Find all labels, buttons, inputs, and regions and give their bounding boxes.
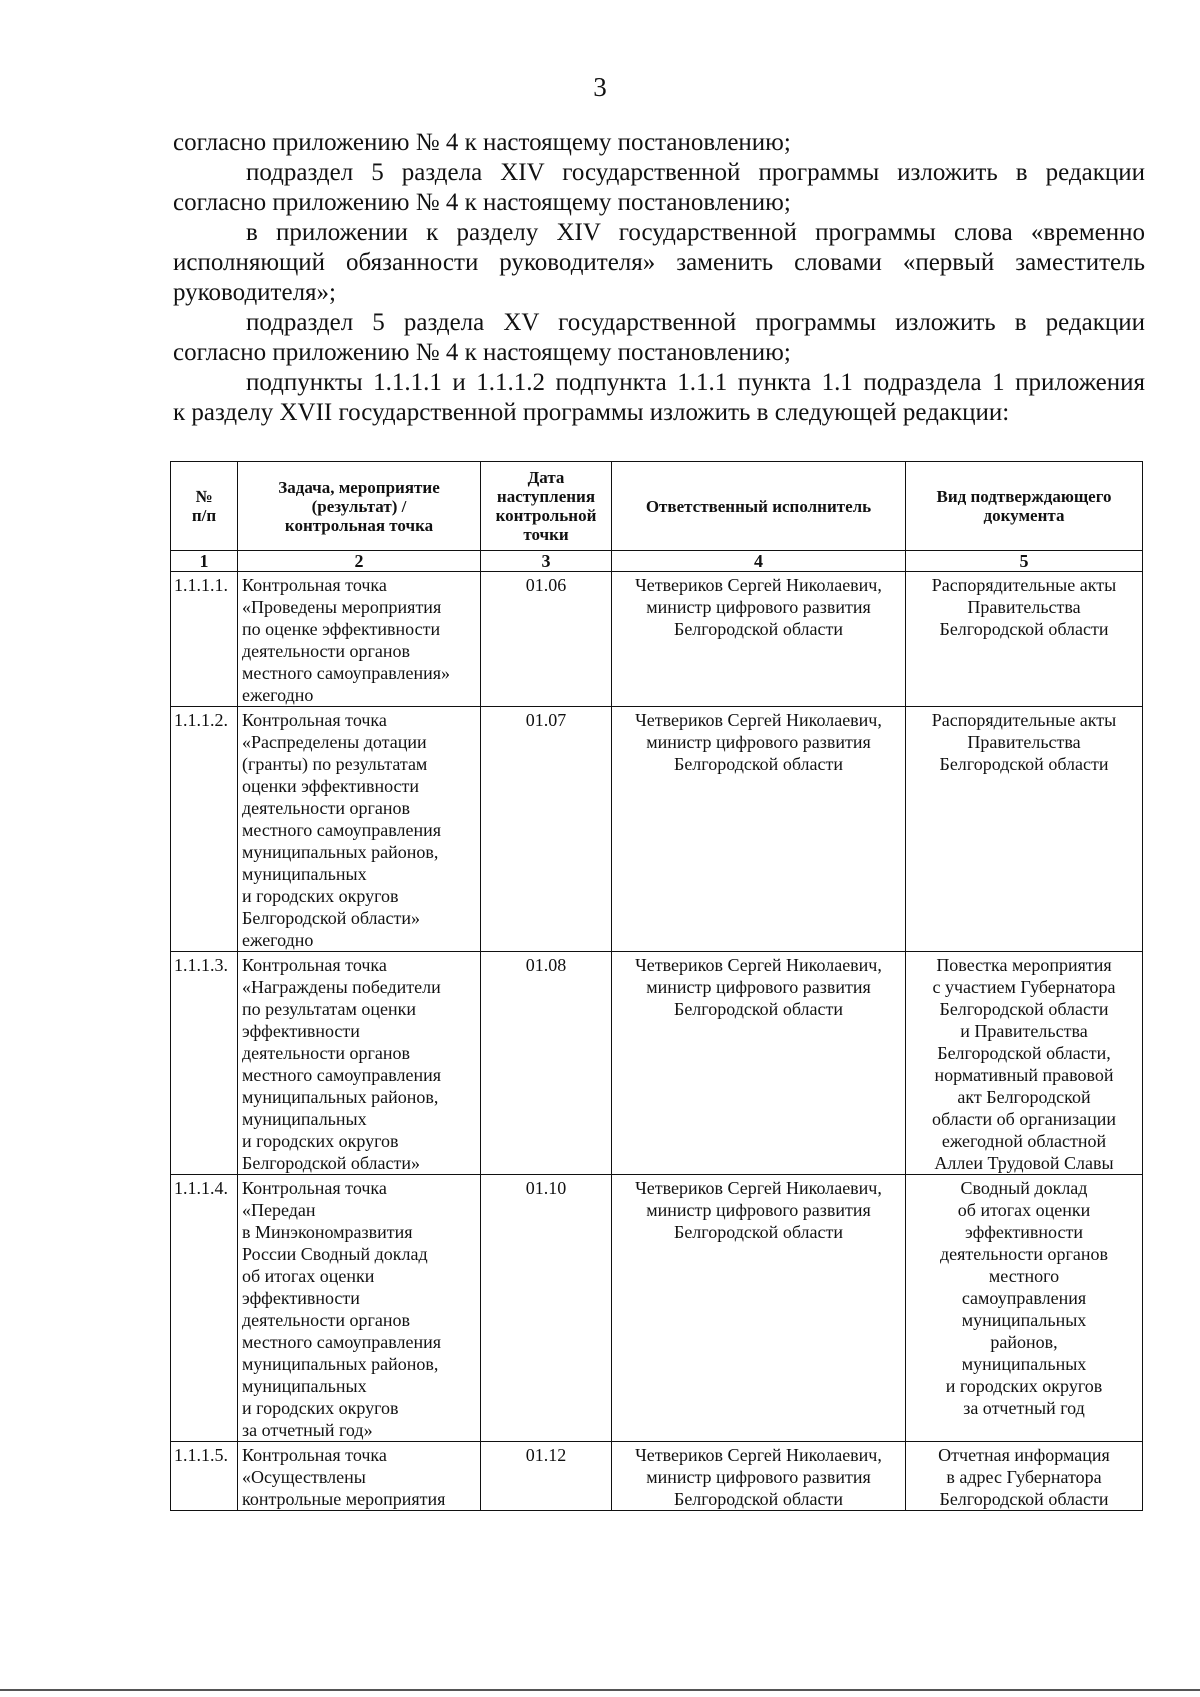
document-line: Белгородской области [939,754,1109,774]
task-line: «Распределены дотации [242,732,427,752]
paragraph-3 [173,218,1145,308]
header-task [238,462,481,551]
header-number [171,462,238,551]
paragraph-line: руководителя»; [173,279,337,306]
header-task-line: (результат) / [311,496,407,516]
document-line: районов, [990,1332,1058,1352]
header-executor [612,462,906,551]
document-line: об итогах оценки [957,1200,1091,1220]
task-line: «Осуществлены [242,1467,366,1487]
task-line: муниципальных районов, [242,1354,439,1374]
paragraph-2 [173,158,1145,218]
paragraph-1 [173,128,1145,158]
paragraph-5 [173,368,1145,428]
row-task [238,1442,481,1511]
row-executor [612,952,906,1175]
executor-line: Четвериков Сергей Николаевич, [635,1178,882,1198]
row-number: 1.1.1.3. [171,952,238,1175]
task-line: Контрольная точка [242,1445,387,1465]
task-line: России Сводный доклад [242,1244,428,1264]
executor-line: министр цифрового развития [646,732,871,752]
task-line: в Минэкономразвития [242,1222,413,1242]
executor-line: министр цифрового развития [646,1467,871,1487]
document-line: за отчетный год [963,1398,1085,1418]
row-date: 01.07 [481,707,612,952]
task-line: Контрольная точка [242,1178,387,1198]
column-number: 4 [612,551,906,572]
header-date-line: наступления [496,487,596,506]
row-task [238,572,481,707]
header-executor-line: Ответственный исполнитель [645,496,872,516]
row-document [906,1442,1143,1511]
task-line: местного самоуправления [242,820,442,840]
task-line: и городских округов [242,886,399,906]
table-row [171,1442,1143,1511]
task-line: за отчетный год» [242,1420,373,1440]
executor-line: министр цифрового развития [646,977,871,997]
task-line: муниципальных районов, [242,842,439,862]
table-row [171,1175,1143,1442]
task-line: «Передан [242,1200,316,1220]
header-date [481,462,612,551]
task-line: Контрольная точка [242,710,387,730]
paragraph-line: в приложении к разделу XIV государственной программы слова «временно [246,219,1145,246]
document-line: Аллеи Трудовой Славы [934,1153,1114,1173]
executor-line: Четвериков Сергей Николаевич, [635,955,882,975]
document-line: эффективности [965,1222,1083,1242]
control-points-table [170,461,1143,1511]
task-line: деятельности органов [242,1310,411,1330]
task-line: и городских округов [242,1398,399,1418]
task-line: местного самоуправления» [242,663,451,683]
header-date-line: контрольной [495,506,597,525]
page-number: 3 [593,72,607,102]
executor-line: Четвериков Сергей Николаевич, [635,575,882,595]
header-task-line: контрольная точка [284,515,434,535]
document-line: муниципальных [961,1354,1087,1374]
row-number: 1.1.1.1. [171,572,238,707]
document-line: самоуправления [961,1288,1087,1308]
row-date: 01.12 [481,1442,612,1511]
row-document [906,707,1143,952]
row-document [906,572,1143,707]
document-line: ежегодной областной [941,1131,1107,1151]
column-number: 3 [481,551,612,572]
document-line: Повестка мероприятия [936,955,1112,975]
document-line: в адрес Губернатора [946,1467,1102,1487]
document-line: Белгородской области [939,999,1109,1019]
task-line: деятельности органов [242,1043,411,1063]
executor-line: Белгородской области [673,999,843,1019]
task-line: по оценке эффективности [242,619,441,639]
page-bottom-edge [0,1689,1200,1691]
task-line: Контрольная точка [242,575,387,595]
row-executor [612,707,906,952]
header-document-line: документа [983,506,1065,525]
executor-line: Белгородской области [673,1222,843,1242]
task-line: ежегодно [242,930,314,950]
paragraph-line: подраздел 5 раздела XIV государственной программы изложить в редакции [246,159,1145,186]
document-line: Белгородской области, [937,1043,1111,1063]
row-document [906,952,1143,1175]
task-line: деятельности органов [242,798,411,818]
task-line: «Награждены победители [242,977,441,997]
row-task [238,707,481,952]
document-line: Правительства [967,597,1081,617]
row-number: 1.1.1.5. [171,1442,238,1511]
table-row [171,572,1143,707]
row-executor [612,1175,906,1442]
paragraph-line: согласно приложению № 4 к настоящему постановлению; [173,189,791,216]
paragraph-line: подраздел 5 раздела XV государственной программы изложить в редакции [246,309,1145,336]
header-document [906,462,1143,551]
row-number: 1.1.1.4. [171,1175,238,1442]
task-line: муниципальных районов, [242,1087,439,1107]
document-line: с участием Губернатора [932,977,1116,997]
header-document-line: Вид подтверждающего [936,487,1112,506]
paragraph-line: согласно приложению № 4 к настоящему постановлению; [173,129,791,156]
executor-line: Белгородской области [673,754,843,774]
row-date: 01.06 [481,572,612,707]
document-line: и городских округов [945,1376,1103,1396]
document-line: Белгородской области [939,1489,1109,1509]
task-line: местного самоуправления [242,1065,442,1085]
document-line: Белгородской области [939,619,1109,639]
document-line: и Правительства [960,1021,1088,1041]
paragraph-line: подпункты 1.1.1.1 и 1.1.1.2 подпункта 1.1.1 пункта 1.1 подраздела 1 приложения [246,369,1145,396]
task-line: «Проведены мероприятия [242,597,442,617]
document-line: Распорядительные акты [931,710,1117,730]
header-task-line: Задача, мероприятие [278,477,440,497]
task-line: эффективности [242,1021,360,1041]
column-number: 2 [238,551,481,572]
header-number-line: № [195,487,213,506]
executor-line: Белгородской области [673,1489,843,1509]
paragraph-line: исполняющий обязанности руководителя» заменить словами «первый заместитель [173,249,1145,276]
task-line: Контрольная точка [242,955,387,975]
row-task [238,1175,481,1442]
executor-line: Четвериков Сергей Николаевич, [635,1445,882,1465]
task-line: ежегодно [242,685,314,705]
paragraph-line: согласно приложению № 4 к настоящему постановлению; [173,339,791,366]
executor-line: Белгородской области [673,619,843,639]
table-row [171,952,1143,1175]
task-line: эффективности [242,1288,360,1308]
document-line: Отчетная информация [938,1445,1110,1465]
task-line: муниципальных [242,1376,367,1396]
task-line: Белгородской области» [242,908,421,928]
body-text [173,128,1145,428]
column-number: 1 [171,551,238,572]
row-task [238,952,481,1175]
document-line: деятельности органов [939,1244,1109,1264]
document-line: области об организации [932,1109,1116,1129]
row-number: 1.1.1.2. [171,707,238,952]
row-date: 01.08 [481,952,612,1175]
table-row [171,707,1143,952]
task-line: муниципальных [242,864,367,884]
task-line: оценки эффективности [242,776,420,796]
executor-line: министр цифрового развития [646,1200,871,1220]
row-document [906,1175,1143,1442]
task-line: местного самоуправления [242,1332,442,1352]
executor-line: Четвериков Сергей Николаевич, [635,710,882,730]
document-line: акт Белгородской [957,1087,1091,1107]
document-line: нормативный правовой [934,1065,1114,1085]
document-line: муниципальных [961,1310,1087,1330]
document-line: Правительства [967,732,1081,752]
row-date: 01.10 [481,1175,612,1442]
executor-line: министр цифрового развития [646,597,871,617]
task-line: по результатам оценки [242,999,416,1019]
header-date-line: Дата [527,468,565,487]
task-line: (гранты) по результатам [242,754,428,774]
document-line: Сводный доклад [960,1178,1088,1198]
table-header-row [171,462,1143,551]
row-executor [612,1442,906,1511]
control-points-table-wrap [170,461,1142,1511]
task-line: об итогах оценки [242,1266,375,1286]
document-line: местного [988,1266,1060,1286]
task-line: и городских округов [242,1131,399,1151]
paragraph-line: к разделу XVII государственной программы изложить в следующей редакции: [173,399,1010,426]
document-line: Распорядительные акты [931,575,1117,595]
column-numbers-row [171,551,1143,572]
task-line: контрольные мероприятия [242,1489,446,1509]
task-line: муниципальных [242,1109,367,1129]
task-line: Белгородской области» [242,1153,421,1173]
header-date-line: точки [523,525,569,544]
task-line: деятельности органов [242,641,411,661]
column-number: 5 [906,551,1143,572]
header-number-line: п/п [191,506,217,525]
row-executor [612,572,906,707]
paragraph-4 [173,308,1145,368]
